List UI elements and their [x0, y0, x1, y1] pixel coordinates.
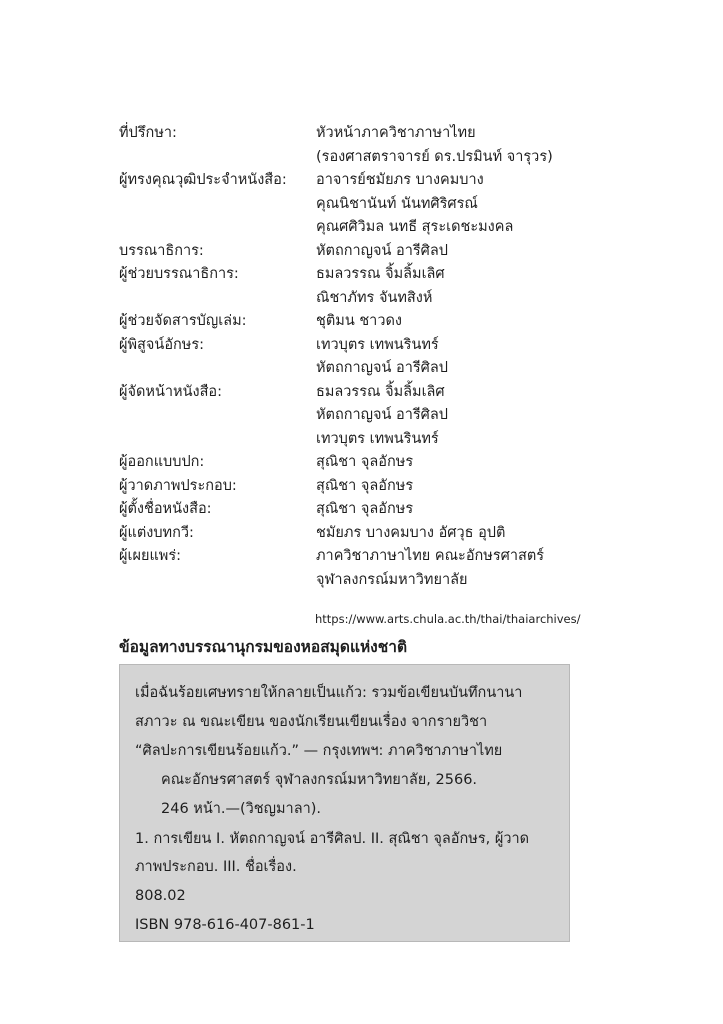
credit-names: จุฬาลงกรณ์มหาวิทยาลัย [316, 571, 468, 588]
credit-row [119, 145, 599, 169]
credit-names: คุณศศิวิมล นทธี สุระเดชะมงคล [316, 219, 514, 236]
credit-row [119, 192, 599, 216]
cip-subjects-line: ภาพประกอบ. III. ชื่อเรื่อง. [135, 859, 297, 875]
credit-row [119, 380, 599, 404]
credit-role: ผู้ช่วยบรรณาธิการ: [119, 266, 239, 283]
cip-box [119, 664, 570, 942]
credit-names: ณิชาภัทร จันทสิงห์ [316, 289, 433, 306]
credit-names: ชมัยภร บางคมบาง อัศวุธ อุปติ [316, 524, 506, 541]
credit-row [119, 215, 599, 239]
credit-role: ผู้ตั้งชื่อหนังสือ: [119, 501, 212, 518]
cip-isbn: ISBN 978-616-407-861-1 [135, 917, 315, 933]
credit-row [119, 474, 599, 498]
credit-names: ธมลวรรณ จิ้มลิ้มเลิศ [316, 266, 445, 283]
credit-names: หัตถกาญจน์ อารีศิลป [316, 407, 448, 424]
credit-row [119, 450, 599, 474]
credit-row [119, 497, 599, 521]
credit-row [119, 239, 599, 263]
credit-role: ผู้พิสูจน์อักษร: [119, 336, 205, 353]
credit-role: ผู้ทรงคุณวุฒิประจำหนังสือ: [119, 172, 287, 189]
credit-role: ผู้ช่วยจัดสารบัญเล่ม: [119, 313, 247, 330]
credit-row [119, 568, 599, 592]
credit-names: (รองศาสตราจารย์ ดร.ปรมินท์ จารุวร) [316, 148, 553, 165]
credit-names: สุณิชา จุลอักษร [316, 477, 414, 494]
credit-role: ที่ปรึกษา: [119, 125, 177, 142]
cip-title-line: คณะอักษรศาสตร์ จุฬาลงกรณ์มหาวิทยาลัย, 2566. [161, 772, 478, 788]
credit-names: สุณิชา จุลอักษร [316, 454, 414, 471]
credit-row [119, 356, 599, 380]
credit-row [119, 333, 599, 357]
publisher-url: https://www.arts.chula.ac.th/thai/thaiarchives/ [315, 612, 581, 626]
credit-role: ผู้วาดภาพประกอบ: [119, 477, 237, 494]
cip-title-line: เมื่อฉันร้อยเศษทรายให้กลายเป็นแก้ว: รวมข้อเขียนบันทึกนานา [135, 685, 523, 701]
cip-heading: ข้อมูลทางบรรณานุกรมของหอสมุดแห่งชาติ [119, 638, 408, 656]
credit-role: บรรณาธิการ: [119, 242, 204, 259]
credit-names: ภาควิชาภาษาไทย คณะอักษรศาสตร์ [316, 548, 545, 565]
credit-row [119, 427, 599, 451]
credit-role: ผู้เผยแพร่: [119, 548, 182, 565]
credit-row [119, 262, 599, 286]
credit-names: เทวบุตร เทพนรินทร์ [316, 336, 439, 353]
cip-title-line: “ศิลปะการเขียนร้อยแก้ว.” — กรุงเทพฯ: ภาควิชาภาษาไทย [135, 743, 503, 759]
credits-list [119, 121, 599, 591]
credit-row [119, 544, 599, 568]
credit-names: ชุติมน ชาวดง [316, 313, 402, 330]
credit-row [119, 121, 599, 145]
credit-names: หัวหน้าภาควิชาภาษาไทย [316, 125, 476, 142]
credit-row [119, 521, 599, 545]
cip-subjects-line: 1. การเขียน I. หัตถกาญจน์ อารีศิลป. II. สุณิชา จุลอักษร, ผู้วาด [135, 831, 530, 847]
credit-row [119, 309, 599, 333]
credit-names: ธมลวรรณ จิ้มลิ้มเลิศ [316, 383, 445, 400]
credit-role: ผู้แต่งบทกวี: [119, 524, 194, 541]
credit-names: สุณิชา จุลอักษร [316, 501, 414, 518]
cip-classification: 808.02 [135, 888, 186, 904]
credit-names: คุณนิชานันท์ นันทศิริศรณ์ [316, 195, 478, 212]
credit-row [119, 168, 599, 192]
credit-role: ผู้ออกแบบปก: [119, 454, 205, 471]
credit-role: ผู้จัดหน้าหนังสือ: [119, 383, 223, 400]
credit-names: หัตถกาญจน์ อารีศิลป [316, 360, 448, 377]
credit-names: เทวบุตร เทพนรินทร์ [316, 430, 439, 447]
credit-row [119, 403, 599, 427]
cip-title-line: 246 หน้า.—(วิชญมาลา). [161, 801, 321, 817]
cip-title-line: สภาวะ ณ ขณะเขียน ของนักเรียนเขียนเรื่อง จากรายวิชา [135, 714, 488, 730]
credit-names: หัตถกาญจน์ อารีศิลป [316, 242, 448, 259]
credit-row [119, 286, 599, 310]
credit-names: อาจารย์ชมัยภร บางคมบาง [316, 172, 484, 189]
